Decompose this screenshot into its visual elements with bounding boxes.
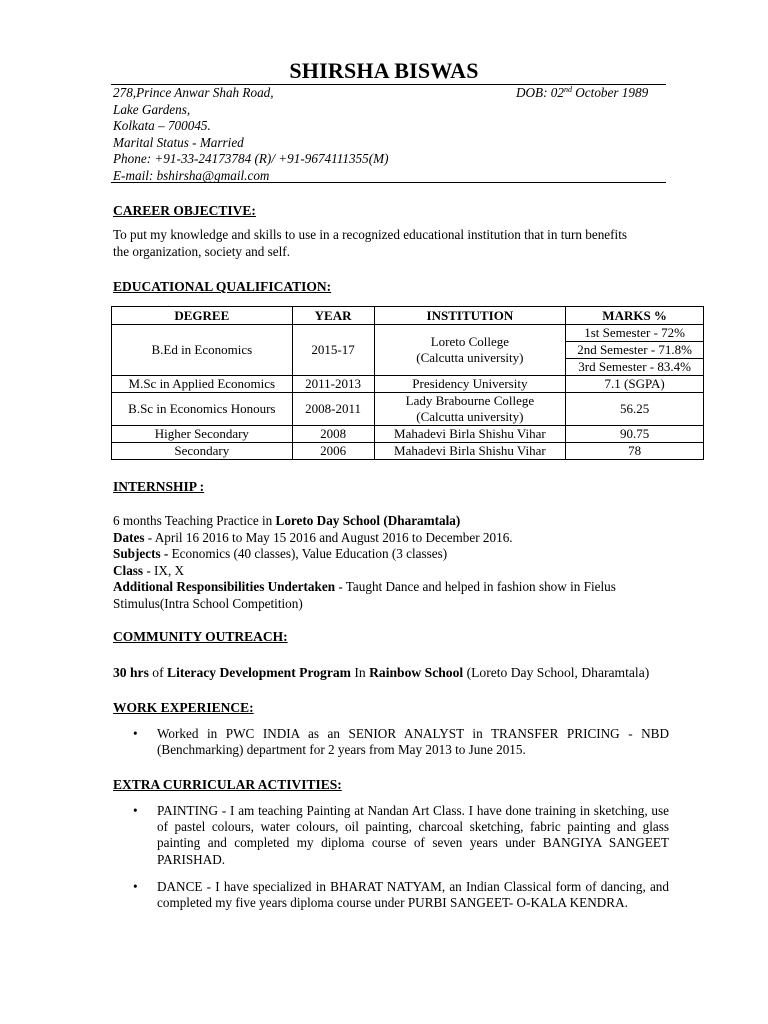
community-line — [113, 665, 649, 682]
address-line: Lake Gardens, — [113, 101, 191, 117]
candidate-name: SHIRSHA BISWAS — [289, 58, 479, 83]
responsibilities-value: - Taught Dance and helped in fashion show in Fielus — [335, 579, 616, 595]
year-cell: 2006 — [292, 443, 374, 460]
internship-heading: INTERNSHIP : — [113, 479, 205, 494]
internship-class — [113, 563, 616, 580]
internship-line — [113, 513, 616, 530]
community-location: (Loreto Day School, Dharamtala) — [463, 665, 650, 680]
bullet-icon: • — [133, 803, 138, 818]
institution-cell: Mahadevi Birla Shishu Vihar — [374, 443, 566, 460]
institution-line: Loreto College — [430, 334, 510, 349]
table-row — [112, 393, 704, 426]
institution-cell — [374, 393, 566, 426]
header-bottom-rule — [111, 182, 666, 183]
table-row — [112, 376, 704, 393]
community-text — [113, 665, 649, 682]
internship-responsibilities — [113, 579, 616, 596]
institution-cell — [374, 325, 566, 376]
community-program: Literacy Development Program — [167, 665, 351, 680]
education-heading: EDUCATIONAL QUALIFICATION: — [113, 279, 332, 294]
institution-line: Lady Brabourne College — [405, 393, 535, 408]
date-of-birth — [516, 85, 648, 101]
marks-cell: 1st Semester - 72% — [566, 325, 704, 342]
marks-cell: 3rd Semester - 83.4% — [566, 359, 704, 376]
work-item-text: Worked in PWC INDIA as an SENIOR ANALYST in TRANSFER PRICING - NBD (Benchmarking) department for 2 years from May 2013 to June 2015. — [157, 726, 669, 758]
year-cell: 2011-2013 — [292, 376, 374, 393]
internship-details — [113, 513, 616, 613]
marks-cell: 78 — [566, 443, 704, 460]
subjects-label: Subjects - — [113, 546, 169, 562]
institution-line: (Calcutta university) — [416, 350, 524, 365]
degree-cell: B.Sc in Economics Honours — [112, 393, 293, 426]
dob-prefix: DOB: 02 — [516, 85, 564, 100]
address-block — [113, 85, 389, 185]
class-value: - IX, X — [143, 562, 185, 578]
dates-label: Dates — [113, 529, 145, 545]
address-line: Kolkata – 700045. — [113, 118, 211, 134]
col-degree: DEGREE — [112, 307, 293, 325]
email-line: E-mail: bshirsha@gmail.com — [113, 167, 270, 183]
marks-cell: 7.1 (SGPA) — [566, 376, 704, 393]
col-year: YEAR — [292, 307, 374, 325]
painting-text: PAINTING - I am teaching Painting at Nandan Art Class. I have done training in sketching, use of pastel colours, water colours, oil painting, charcoal sketching, fabric painting and glass painting and completed my diploma course of seven years under BANGIYA SANGEET PARISHAD. — [157, 803, 669, 867]
degree-cell: Higher Secondary — [112, 426, 293, 443]
list-item — [113, 726, 669, 758]
dates-value: - April 16 2016 to May 15 2016 and August 2016 to December 2016. — [144, 529, 513, 545]
subjects-value: Economics (40 classes), Value Education (3 classes) — [168, 546, 448, 562]
marks-cell: 56.25 — [566, 393, 704, 426]
dob-month-year: October 1989 — [571, 85, 649, 100]
year-cell: 2008 — [292, 426, 374, 443]
year-cell: 2015-17 — [292, 325, 374, 376]
extra-curricular-list — [113, 803, 669, 911]
table-header-row — [112, 307, 704, 325]
col-institution: INSTITUTION — [374, 307, 566, 325]
community-in: In — [350, 665, 370, 680]
extra-curricular-heading: EXTRA CURRICULAR ACTIVITIES: — [113, 777, 342, 792]
address-line: 278,Prince Anwar Shah Road, — [113, 85, 274, 100]
responsibilities-value-cont: Stimulus(Intra School Competition) — [113, 595, 303, 611]
marks-cell: 2nd Semester - 71.8% — [566, 342, 704, 359]
table-row — [112, 325, 704, 342]
list-item — [113, 879, 669, 911]
work-experience-heading: WORK EXPERIENCE: — [113, 700, 254, 715]
career-line: To put my knowledge and skills to use in a recognized educational institution that in turn benefits — [113, 227, 628, 242]
list-item — [113, 803, 669, 868]
education-table — [111, 306, 704, 460]
work-experience-list — [113, 726, 669, 758]
career-line: the organization, society and self. — [113, 243, 291, 259]
responsibilities-label: Additional Responsibilities Undertaken — [113, 579, 336, 595]
internship-dates — [113, 530, 616, 547]
bullet-icon: • — [133, 878, 138, 894]
table-row — [112, 426, 704, 443]
institution-line: (Calcutta university) — [416, 409, 524, 424]
marital-status: Marital Status - Married — [113, 134, 244, 150]
degree-cell: M.Sc in Applied Economics — [112, 376, 293, 393]
col-marks: MARKS % — [566, 307, 704, 325]
class-label: Class — [113, 562, 144, 578]
bullet-icon: • — [133, 726, 138, 741]
degree-cell: B.Ed in Economics — [112, 325, 293, 376]
career-objective-text — [113, 227, 627, 260]
community-heading: COMMUNITY OUTREACH: — [113, 629, 288, 644]
career-objective-heading: CAREER OBJECTIVE: — [113, 203, 256, 218]
year-cell: 2008-2011 — [292, 393, 374, 426]
degree-cell: Secondary — [112, 443, 293, 460]
institution-cell: Presidency University — [374, 376, 566, 393]
marks-cell: 90.75 — [566, 426, 704, 443]
community-hours: 30 hrs — [113, 665, 149, 680]
phone-line: Phone: +91-33-24173784 (R)/ +91-9674111355(M) — [113, 151, 389, 167]
community-of: of — [148, 665, 168, 680]
internship-subjects — [113, 546, 616, 563]
community-school: Rainbow School — [369, 665, 464, 680]
table-row — [112, 443, 704, 460]
dance-text: DANCE - I have specialized in BHARAT NATYAM, an Indian Classical form of dancing, and completed my five years diploma course under PURBI SANGEET- O-KALA KENDRA. — [157, 878, 669, 911]
institution-cell: Mahadevi Birla Shishu Vihar — [374, 426, 566, 443]
internship-text: 6 months Teaching Practice in — [113, 513, 276, 528]
internship-school: Loreto Day School (Dharamtala) — [275, 513, 461, 528]
dob-suffix-sup: nd — [563, 85, 572, 94]
